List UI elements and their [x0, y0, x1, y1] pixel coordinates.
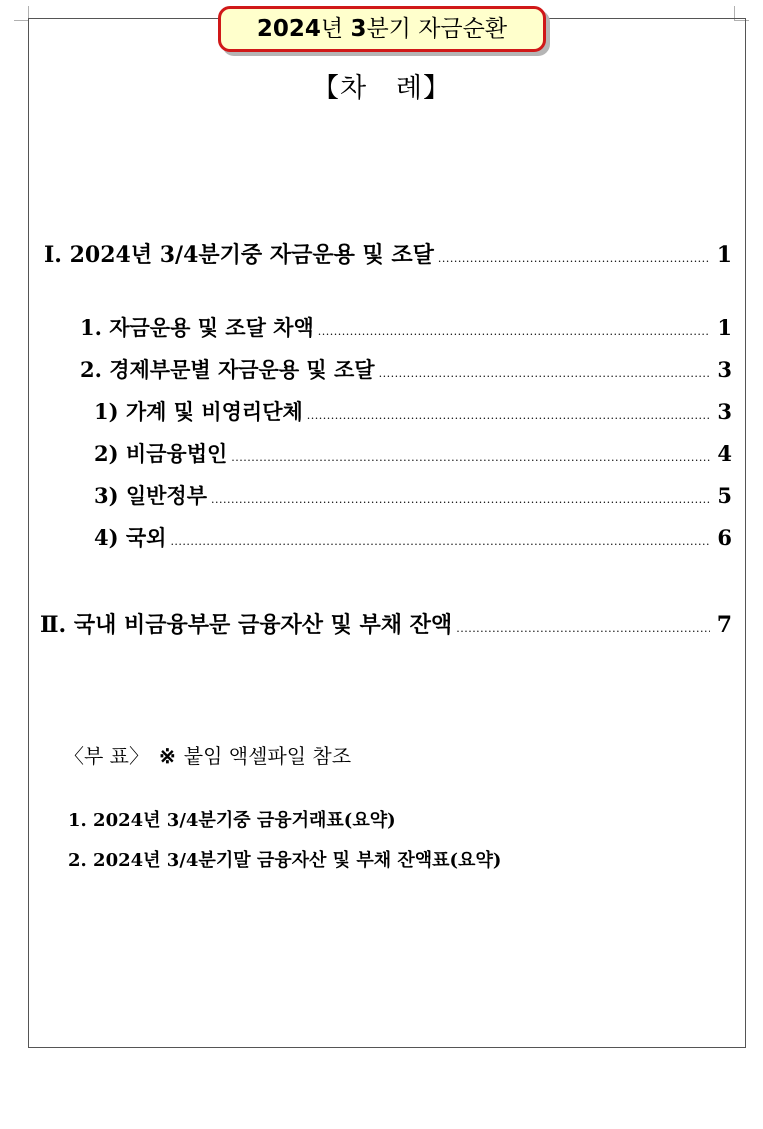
toc-item-2[interactable]	[80, 354, 732, 384]
reference-mark: ※	[159, 744, 176, 768]
toc-leader-dots	[231, 451, 710, 464]
toc-leader-dots	[318, 325, 710, 338]
toc-leader-dots	[211, 493, 710, 506]
toc-subitem-4-page: 6	[717, 525, 732, 550]
toc-subitem-1-page: 3	[717, 399, 732, 424]
toc-item-2-label: 2. 경제부문별 자금운용 및 조달	[80, 357, 375, 382]
badge-quarter: 3	[350, 16, 367, 42]
toc-item-1-page: 1	[717, 315, 732, 340]
page-corner-mark-left	[14, 6, 29, 21]
toc-section-1-label: Ⅰ. 2024년 3/4분기중 자금운용 및 조달	[44, 242, 434, 268]
toc-section-1-page: 1	[716, 242, 732, 268]
toc-subitem-2[interactable]	[94, 438, 732, 468]
toc-subitem-3[interactable]	[94, 480, 732, 510]
toc-section-2[interactable]	[40, 608, 732, 639]
badge-year-suffix: 년	[320, 16, 351, 42]
toc-subitem-1-label: 1) 가계 및 비영리단체	[94, 399, 303, 424]
toc-section-1[interactable]	[44, 238, 732, 269]
toc-title: 【차 례】	[312, 73, 451, 104]
toc-subitem-4[interactable]	[94, 522, 732, 552]
appendix-item-1: 1. 2024년 3/4분기중 금융거래표(요약)	[68, 810, 396, 831]
appendix-item-2: 2. 2024년 3/4분기말 금융자산 및 부채 잔액표(요약)	[68, 850, 502, 871]
toc-leader-dots	[438, 252, 710, 265]
badge-rest: 분기 자금순환	[366, 16, 508, 42]
toc-subitem-3-label: 3) 일반정부	[94, 483, 208, 508]
toc-subitem-1[interactable]	[94, 396, 732, 426]
report-title-badge	[218, 6, 546, 52]
toc-subitem-2-page: 4	[717, 441, 732, 466]
toc-leader-dots	[456, 622, 710, 635]
toc-leader-dots	[307, 409, 710, 422]
toc-item-1[interactable]	[80, 312, 732, 342]
toc-subitem-4-label: 4) 국외	[94, 525, 167, 550]
appendix-heading: 〈부 표〉	[64, 744, 149, 768]
toc-subitem-2-label: 2) 비금융법인	[94, 441, 228, 466]
toc-section-2-page: 7	[716, 612, 732, 638]
toc-item-1-label: 1. 자금운용 및 조달 차액	[80, 315, 314, 340]
badge-year: 2024	[256, 16, 321, 42]
appendix-heading-line	[64, 740, 351, 769]
toc-leader-dots	[379, 367, 710, 380]
toc-item-2-page: 3	[717, 357, 732, 382]
toc-subitem-3-page: 5	[717, 483, 732, 508]
appendix-note: 붙임 액셀파일 참조	[183, 744, 352, 768]
toc-leader-dots	[170, 535, 710, 548]
toc-section-2-label: Ⅱ. 국내 비금융부문 금융자산 및 부채 잔액	[40, 612, 453, 638]
